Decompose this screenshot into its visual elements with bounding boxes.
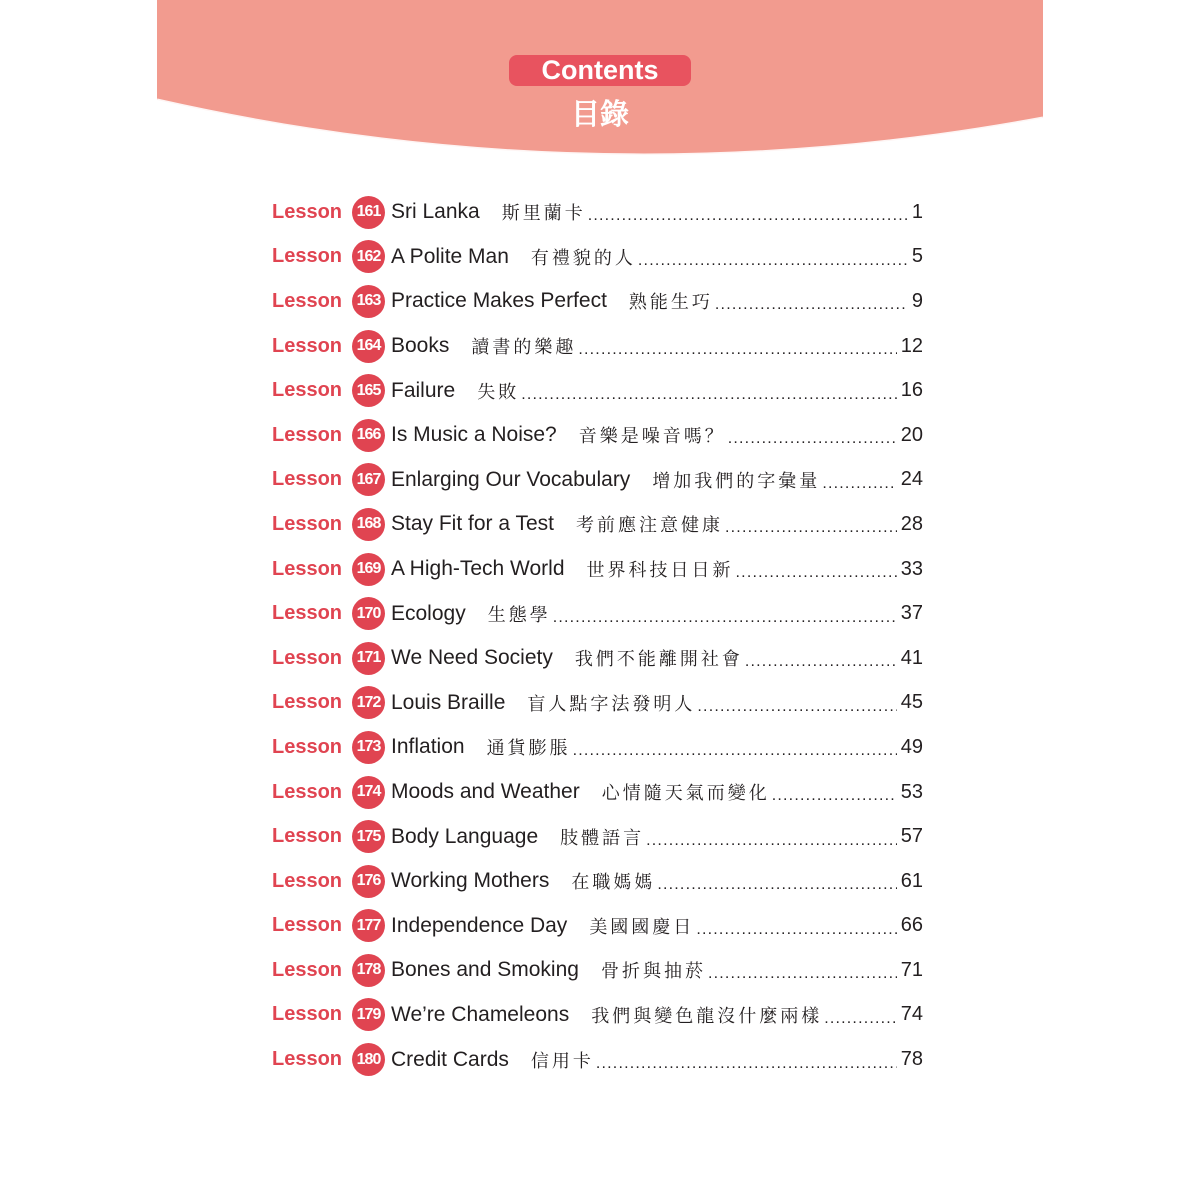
lesson-title-english: Is Music a Noise? (391, 423, 557, 447)
page-number: 41 (900, 646, 923, 669)
lesson-title-chinese: 熟能生巧 (628, 292, 713, 314)
dot-leader (715, 296, 908, 314)
lesson-title-english: Independence Day (391, 913, 568, 937)
lesson-number-badge: 164 (352, 330, 385, 363)
lesson-label: Lesson (272, 557, 343, 580)
lesson-number-badge: 175 (352, 820, 385, 853)
lesson-title-english: Moods and Weather (391, 780, 580, 804)
lesson-title-chinese: 音樂是噪音嗎？ (578, 426, 726, 448)
page-number: 20 (900, 423, 923, 446)
lesson-title-english: Louis Braille (391, 690, 506, 714)
dot-leader (657, 876, 896, 894)
lesson-label: Lesson (272, 735, 343, 758)
lesson-label: Lesson (272, 958, 343, 981)
page-number: 37 (900, 602, 923, 625)
lesson-number-badge: 178 (352, 954, 385, 987)
lesson-number-badge: 163 (352, 285, 385, 318)
page-number: 49 (900, 735, 923, 758)
page-number: 53 (900, 780, 923, 803)
toc-entry[interactable] (272, 591, 923, 636)
lesson-number-badge: 169 (352, 553, 385, 586)
lesson-number-badge: 168 (352, 508, 385, 541)
toc-entry[interactable] (272, 502, 923, 547)
lesson-label: Lesson (272, 379, 343, 402)
lesson-title-chinese: 我們與變色龍沒什麼兩樣 (591, 1005, 823, 1027)
lesson-label: Lesson (272, 780, 343, 803)
page-number: 12 (900, 334, 923, 357)
toc-entry[interactable] (272, 948, 923, 993)
page-number: 5 (911, 245, 923, 268)
contents-title: Contents (509, 55, 691, 86)
page-number: 9 (911, 289, 923, 312)
lesson-number-badge: 171 (352, 642, 385, 675)
toc-entry[interactable] (272, 190, 923, 235)
page-number: 71 (900, 958, 923, 981)
toc-entry[interactable] (272, 368, 923, 413)
toc-entry[interactable] (272, 636, 923, 681)
lesson-title-chinese: 讀書的樂趣 (471, 337, 577, 359)
lesson-title-english: Working Mothers (391, 869, 550, 893)
dot-leader (728, 430, 897, 448)
toc-entry[interactable] (272, 859, 923, 904)
dot-leader (646, 832, 897, 850)
toc-entry[interactable] (272, 458, 923, 503)
lesson-title-chinese: 肢體語言 (560, 827, 645, 849)
contents-page (157, 0, 1043, 1200)
page-number: 16 (900, 379, 923, 402)
lesson-number-badge: 177 (352, 909, 385, 942)
page-number: 57 (900, 825, 923, 848)
toc-entry[interactable] (272, 279, 923, 324)
page-number: 28 (900, 512, 923, 535)
lesson-title-chinese: 生態學 (487, 604, 551, 626)
toc-entry[interactable] (272, 681, 923, 726)
lesson-label: Lesson (272, 914, 343, 937)
lesson-label: Lesson (272, 289, 343, 312)
page-number: 78 (900, 1048, 923, 1071)
lesson-title-chinese: 信用卡 (530, 1050, 594, 1072)
toc-entry[interactable] (272, 1037, 923, 1082)
lesson-label: Lesson (272, 869, 343, 892)
lesson-number-badge: 162 (352, 240, 385, 273)
lesson-title-english: Enlarging Our Vocabulary (391, 467, 631, 491)
dot-leader (573, 742, 897, 760)
page-number: 33 (900, 557, 923, 580)
lesson-number-badge: 173 (352, 731, 385, 764)
dot-leader (588, 207, 908, 225)
page-number: 66 (900, 914, 923, 937)
dot-leader (745, 653, 897, 671)
dot-leader (521, 386, 897, 404)
lesson-title-chinese: 世界科技日日新 (586, 560, 734, 582)
lesson-title-english: Books (391, 334, 450, 358)
dot-leader (824, 1010, 897, 1028)
lesson-label: Lesson (272, 512, 343, 535)
lesson-title-chinese: 骨折與抽菸 (600, 961, 706, 983)
lesson-number-badge: 180 (352, 1043, 385, 1076)
lesson-label: Lesson (272, 825, 343, 848)
lesson-title-english: We’re Chameleons (391, 1002, 570, 1026)
lesson-label: Lesson (272, 334, 343, 357)
dot-leader (638, 252, 908, 270)
lesson-title-chinese: 盲人點字法發明人 (527, 693, 696, 715)
lesson-title-english: Failure (391, 378, 456, 402)
page-number: 45 (900, 691, 923, 714)
lesson-number-badge: 179 (352, 998, 385, 1031)
dot-leader (578, 341, 896, 359)
lesson-label: Lesson (272, 602, 343, 625)
lesson-number-badge: 166 (352, 419, 385, 452)
lesson-title-chinese: 美國國慶日 (589, 916, 695, 938)
dot-leader (553, 609, 897, 627)
lesson-number-badge: 170 (352, 597, 385, 630)
toc-entry[interactable] (272, 814, 923, 859)
toc-entry[interactable] (272, 235, 923, 280)
lesson-label: Lesson (272, 691, 343, 714)
lesson-title-chinese: 考前應注意健康 (576, 515, 724, 537)
lesson-title-chinese: 增加我們的字彙量 (652, 470, 821, 492)
lesson-label: Lesson (272, 245, 343, 268)
lesson-title-english: A Polite Man (391, 244, 509, 268)
lesson-title-english: Bones and Smoking (391, 958, 579, 982)
lesson-number-badge: 161 (352, 196, 385, 229)
dot-leader (696, 921, 896, 939)
lesson-title-chinese: 在職媽媽 (571, 872, 656, 894)
lesson-title-english: Practice Makes Perfect (391, 289, 607, 313)
lesson-label: Lesson (272, 646, 343, 669)
lesson-label: Lesson (272, 1003, 343, 1026)
toc-entry[interactable] (272, 413, 923, 458)
lesson-label: Lesson (272, 468, 343, 491)
toc-entry[interactable] (272, 904, 923, 949)
toc-entry[interactable] (272, 324, 923, 369)
toc-entry[interactable] (272, 547, 923, 592)
lesson-title-english: A High-Tech World (391, 557, 565, 581)
page-number: 1 (911, 200, 923, 223)
lesson-title-english: Stay Fit for a Test (391, 512, 555, 536)
dot-leader (725, 519, 897, 537)
lesson-number-badge: 172 (352, 686, 385, 719)
contents-title-chinese: 目錄 (570, 97, 629, 131)
lesson-title-english: Inflation (391, 735, 465, 759)
page-number: 61 (900, 869, 923, 892)
dot-leader (697, 698, 896, 716)
page-number: 74 (900, 1003, 923, 1026)
toc-entry[interactable] (272, 770, 923, 815)
dot-leader (822, 475, 896, 493)
lesson-title-chinese: 有禮貌的人 (530, 247, 636, 269)
toc-entry[interactable] (272, 993, 923, 1038)
lesson-number-badge: 165 (352, 374, 385, 407)
header-band (157, 0, 1043, 170)
lesson-number-badge: 167 (352, 463, 385, 496)
lesson-title-english: We Need Society (391, 646, 553, 670)
lesson-title-english: Credit Cards (391, 1047, 509, 1071)
lesson-title-english: Body Language (391, 824, 539, 848)
lesson-title-chinese: 失敗 (477, 381, 520, 403)
lesson-label: Lesson (272, 1048, 343, 1071)
dot-leader (772, 787, 897, 805)
lesson-label: Lesson (272, 423, 343, 446)
lesson-title-chinese: 我們不能離開社會 (574, 649, 743, 671)
lesson-title-english: Sri Lanka (391, 200, 480, 224)
dot-leader (596, 1055, 897, 1073)
table-of-contents (272, 190, 923, 1082)
lesson-title-chinese: 通貨膨脹 (486, 738, 571, 760)
lesson-title-chinese: 斯里蘭卡 (501, 203, 586, 225)
lesson-title-english: Ecology (391, 601, 466, 625)
lesson-number-badge: 176 (352, 865, 385, 898)
page-number: 24 (900, 468, 923, 491)
lesson-label: Lesson (272, 200, 343, 223)
toc-entry[interactable] (272, 725, 923, 770)
dot-leader (736, 564, 897, 582)
lesson-title-chinese: 心情隨天氣而變化 (601, 783, 770, 805)
dot-leader (708, 965, 897, 983)
lesson-number-badge: 174 (352, 776, 385, 809)
